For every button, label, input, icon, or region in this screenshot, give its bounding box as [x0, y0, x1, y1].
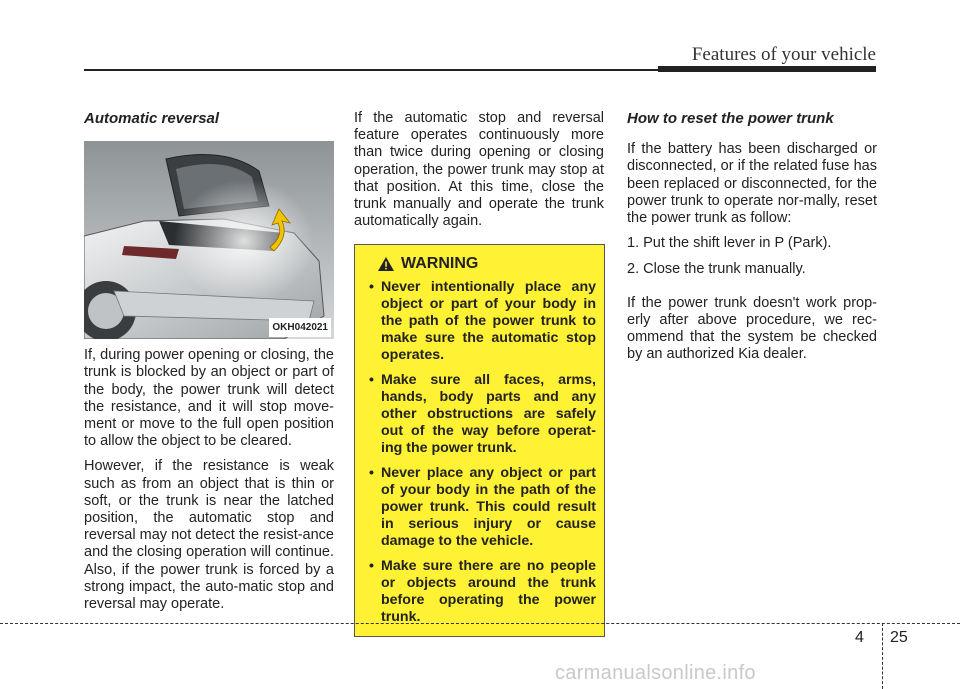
chapter-number: 4 — [855, 629, 864, 646]
page-number: 25 — [890, 629, 908, 646]
column-3 — [627, 110, 877, 371]
warning-item: • Make sure there are no people or objects around the trunk before operating the power trunk. — [363, 558, 596, 626]
warning-triangle-icon — [377, 256, 395, 272]
warning-box — [354, 244, 605, 636]
warning-list — [363, 279, 596, 626]
section-title: Features of your vehicle — [691, 44, 876, 65]
reset-steps — [627, 235, 877, 278]
heading-automatic-reversal: Automatic reversal — [84, 110, 220, 127]
heading-reset-power-trunk: How to reset the power trunk — [627, 110, 834, 127]
footer-rule — [0, 623, 960, 624]
column-1 — [84, 110, 334, 621]
paragraph-continuous-operation: If the automatic stop and reversal feature operates continuously more than twice during opening or closing operation, the power trunk may stop at that position. At this time, close the trunk manually and operate the trunk automatically again. — [354, 110, 604, 230]
trunk-illustration — [84, 141, 334, 339]
warning-header — [377, 255, 596, 272]
step-2: 2. Close the trunk manually. — [627, 261, 806, 278]
warning-item: • Never intentionally place any object or part of your body in the path of the power trunk to make sure the automatic stop operates. — [363, 279, 596, 364]
header-rule-accent — [658, 66, 876, 72]
warning-item: • Make sure all faces, arms, hands, body parts and any other obstructions are safely out of the way before operat-ing the power trunk. — [363, 372, 596, 457]
reset-intro: If the battery has been discharged or disconnected, or if the related fuse has been replaced or disconnected, for the power trunk to operate nor-mally, reset the power trunk as follow: — [627, 141, 877, 227]
footer-divider — [882, 623, 883, 689]
warning-title: WARNING — [401, 255, 479, 273]
figure-code: OKH042021 — [269, 318, 331, 337]
paragraph-2: However, if the resistance is weak such as from an object that is thin or soft, or the trunk is near the latched position, the automatic stop and reversal may not detect the resist-ance and the closing operation will continue. Also, if the power trunk is forced by a strong impact, the auto-matic stop and reversal may operate. — [84, 458, 334, 613]
warning-item: • Never place any object or part of your body in the path of the power trunk. This could result in serious injury or cause damage to the vehicle. — [363, 465, 596, 550]
reset-closing: If the power trunk doesn't work prop-erly after above procedure, we rec-ommend that the system be checked by an authorized Kia dealer. — [627, 294, 877, 363]
paragraph-1: If, during power opening or closing, the trunk is blocked by an object or part of the body, the power trunk will detect the resistance, and it will stop move-ment or move to the full open position to allow the object to be cleared. — [84, 347, 334, 450]
step-1: 1. Put the shift lever in P (Park). — [627, 235, 832, 252]
watermark: carmanualsonline.info — [555, 662, 756, 684]
car-trunk-drawing — [84, 141, 334, 339]
column-2 — [354, 110, 604, 637]
